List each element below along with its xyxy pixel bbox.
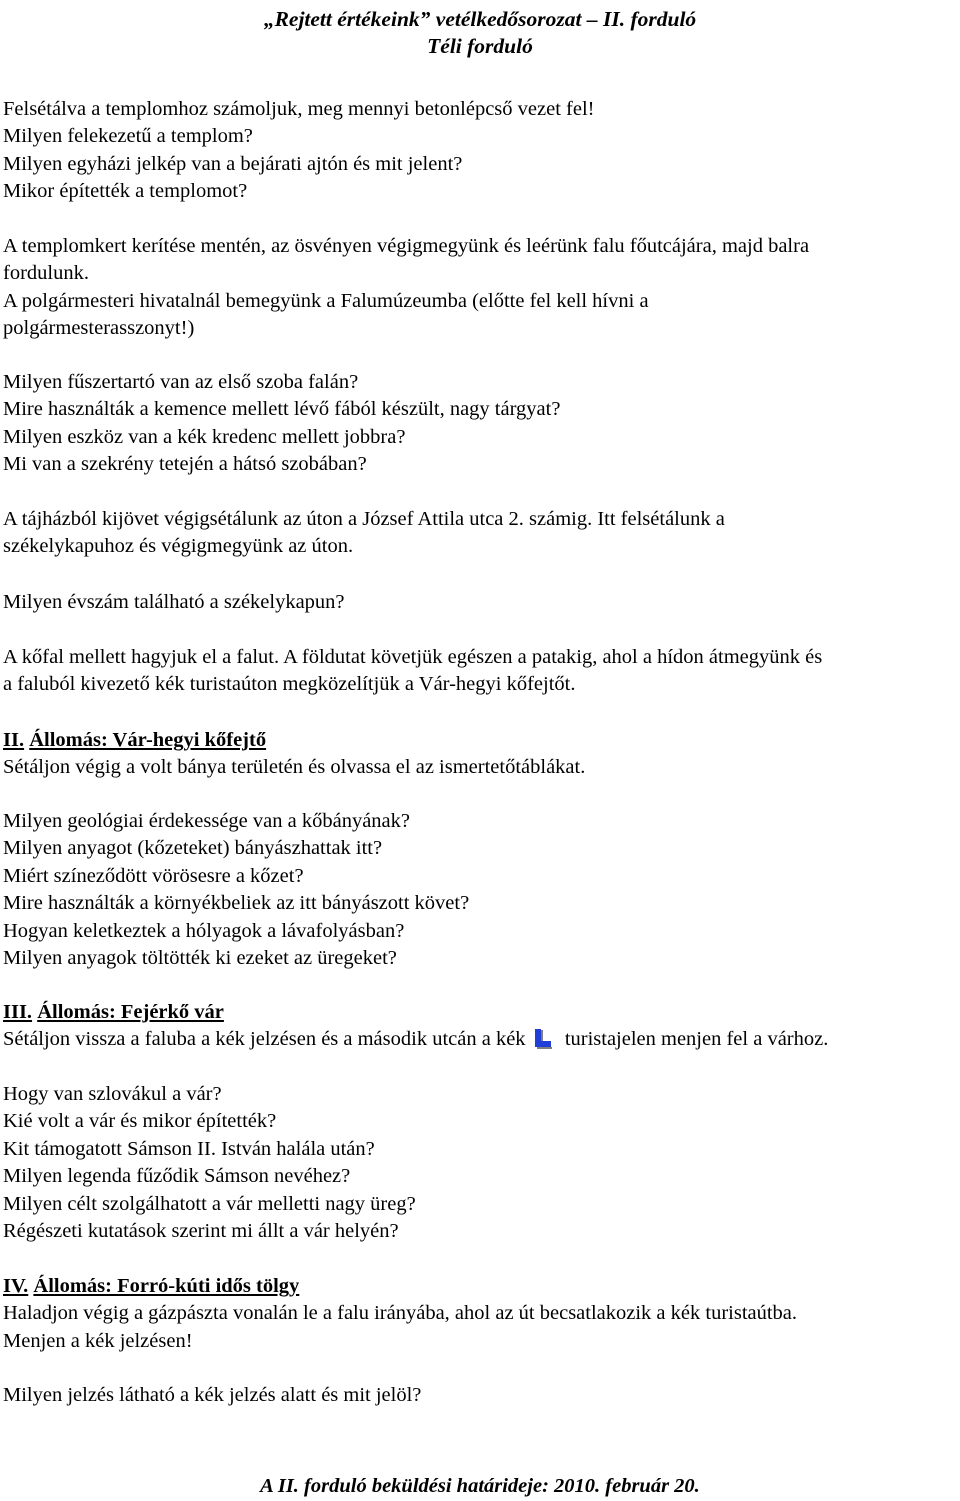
station-instruction: Menjen a kék jelzésen! — [3, 1329, 193, 1352]
station-2-questions — [3, 808, 953, 972]
question: Milyen anyagot (kőzeteket) bányászhattak itt? — [3, 837, 383, 860]
deadline-footer: A II. forduló beküldési határideje: 2010. február 20. — [260, 1475, 700, 1497]
station-number: III. — [3, 1001, 33, 1023]
route-line: A polgármesteri hivatalnál bemegyünk a Falumúzeumba (előtte fel kell hívni a — [3, 289, 649, 312]
question: Milyen felekezetű a templom? — [3, 125, 253, 148]
question: Milyen egyházi jelkép van a bejárati ajtón és mit jelent? — [3, 152, 463, 175]
station-title: Állomás: Forró-kúti idős tölgy — [33, 1275, 300, 1297]
question: Hogy van szlovákul a vár? — [3, 1083, 222, 1105]
question: Régészeti kutatások szerint mi állt a vár helyén? — [3, 1220, 399, 1243]
station-3-heading — [3, 999, 953, 1026]
question: Milyen anyagok töltötték ki ezeket az üregeket? — [3, 947, 397, 970]
question: Milyen évszám található a székelykapun? — [3, 591, 345, 613]
station-number: IV. — [3, 1275, 29, 1297]
museum-questions — [3, 369, 953, 479]
question: Kit támogatott Sámson II. István halála után? — [3, 1137, 375, 1160]
station-instruction — [3, 1026, 953, 1053]
question: Mi van a szekrény tetején a hátsó szobában? — [3, 453, 367, 476]
station-title: Állomás: Fejérkő vár — [37, 1001, 224, 1023]
route-line: fordulunk. — [3, 262, 89, 285]
header-subtitle: Téli forduló — [427, 34, 533, 58]
question: Mire használták a kemence mellett lévő fából készült, nagy tárgyat? — [3, 398, 561, 421]
question: Milyen geológiai érdekessége van a kőbányának? — [3, 810, 410, 832]
station-instruction: Haladjon végig a gázpászta vonalán le a falu irányába, ahol az út becsatlakozik a kék turistaútba. — [3, 1302, 798, 1325]
route-to-museum — [3, 233, 953, 343]
route-line: A kőfal mellett hagyjuk el a falut. A földutat követjük egészen a patakig, ahol a hídon átmegyünk és — [3, 646, 823, 668]
question: Milyen fűszertartó van az első szoba falán? — [3, 371, 359, 393]
station-3 — [3, 999, 953, 1054]
station-4-questions — [3, 1382, 953, 1409]
question: Mire használták a környékbeliek az itt bányászott követ? — [3, 892, 470, 915]
page-header — [0, 6, 960, 60]
route-to-gate — [3, 506, 953, 561]
instruction-after-marker: turistajelen menjen fel a várhoz. — [564, 1028, 829, 1051]
question: Kié volt a vár és mikor építették? — [3, 1110, 277, 1133]
route-line: székelykapuhoz és végigmegyünk az úton. — [3, 535, 354, 558]
question: Milyen jelzés látható a kék jelzés alatt és mit jelöl? — [3, 1384, 422, 1406]
blue-trail-marker-icon — [533, 1029, 551, 1048]
station-2 — [3, 727, 953, 782]
question: Felsétálva a templomhoz számoljuk, meg mennyi betonlépcső vezet fel! — [3, 98, 595, 120]
header-title: „Rejtett értékeink” vetélkedősorozat – II. forduló — [263, 7, 697, 31]
station-number: II. — [3, 729, 25, 751]
question: Hogyan keletkeztek a hólyagok a lávafolyásban? — [3, 919, 405, 942]
gate-question — [3, 589, 953, 616]
station-title: Állomás: Vár-hegyi kőfejtő — [29, 729, 267, 751]
station-4 — [3, 1273, 953, 1355]
church-questions — [3, 96, 953, 206]
station-instruction: Sétáljon végig a volt bánya területén és olvassa el az ismertetőtáblákat. — [3, 756, 586, 779]
route-line: polgármesterasszonyt!) — [3, 317, 195, 340]
question: Mikor építették a templomot? — [3, 180, 248, 203]
instruction-before-marker: Sétáljon vissza a faluba a kék jelzésen és a második utcán a kék — [3, 1028, 526, 1051]
route-line: A tájházból kijövet végigsétálunk az úton a József Attila utca 2. számig. Itt felsétálunk a — [3, 508, 725, 530]
station-4-heading — [3, 1273, 953, 1300]
question: Milyen célt szolgálhatott a vár melletti nagy üreg? — [3, 1192, 416, 1215]
question: Milyen legenda fűződik Sámson nevéhez? — [3, 1165, 351, 1188]
question: Milyen eszköz van a kék kredenc mellett jobbra? — [3, 425, 406, 448]
question: Miért színeződött vörösesre a kőzet? — [3, 864, 304, 887]
route-line: A templomkert kerítése mentén, az ösvényen végigmegyünk és leérünk falu főutcájára, majd balra — [3, 235, 810, 257]
route-line: a faluból kivezető kék turistaúton megközelítjük a Vár-hegyi kőfejtőt. — [3, 673, 576, 696]
route-to-quarry — [3, 644, 953, 699]
station-3-questions — [3, 1081, 953, 1245]
station-2-heading — [3, 727, 953, 754]
